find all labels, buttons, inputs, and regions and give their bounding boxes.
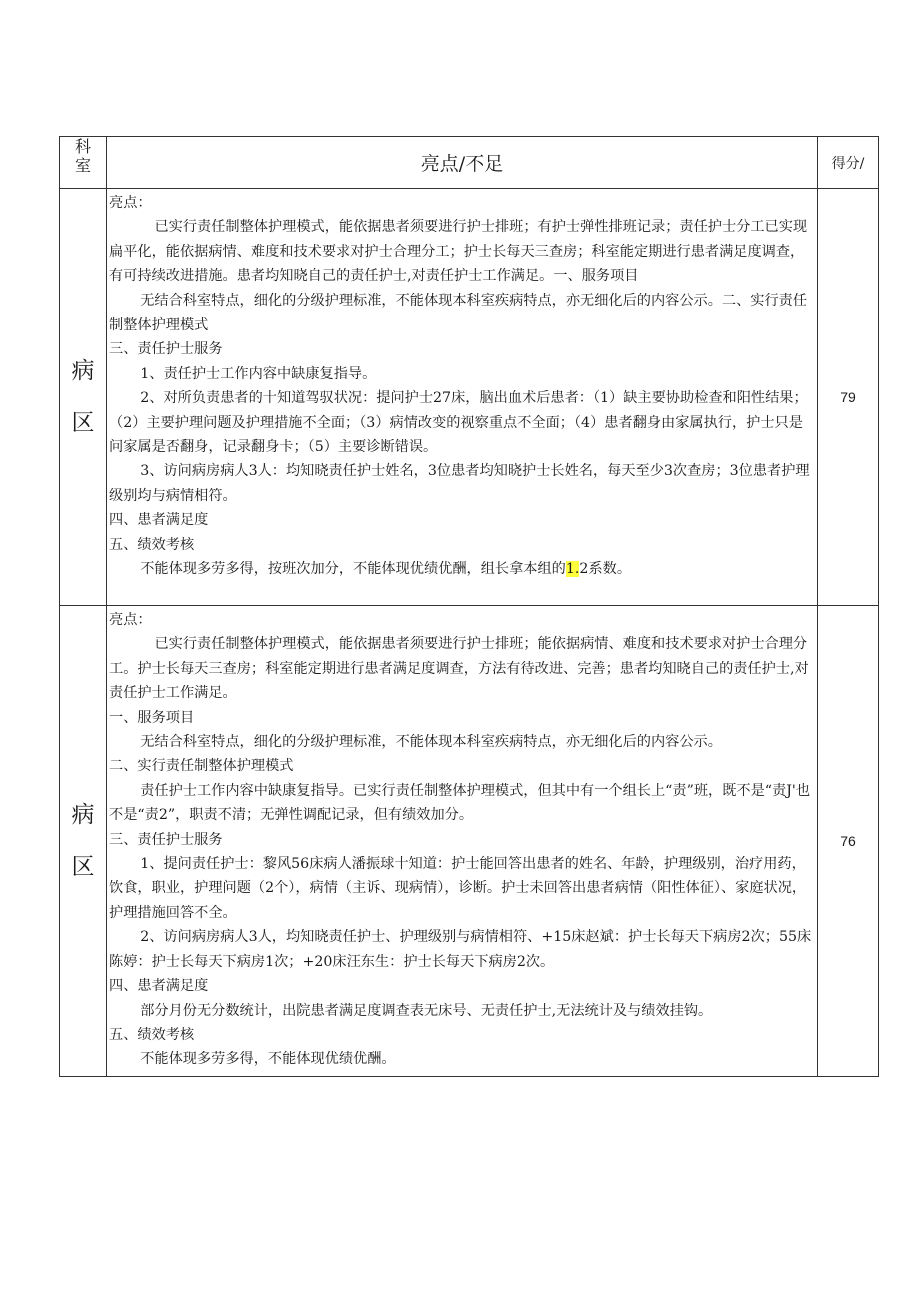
content-line: 二、实行责任制整体护理模式 bbox=[109, 758, 294, 775]
content-line: 已实行责任制整体护理模式，能依据患者须要进行护士排班；能依据病情、难度和技术要求对护士合理分工。护士长每天三查房；科室能定期进行患者满足度调查，方法有待改进、完善；患者均知晓自己的责任护士,对责任护士工作满足。 bbox=[109, 636, 809, 702]
dept-char: 病 bbox=[71, 358, 95, 384]
score-header: 得分/ bbox=[818, 137, 879, 189]
dept-cell bbox=[60, 606, 107, 1077]
table-row bbox=[60, 606, 879, 1077]
review-content bbox=[107, 189, 818, 606]
score-cell: 76 bbox=[818, 606, 879, 1077]
highlighted-text: 1. bbox=[565, 561, 580, 578]
content-line: 三、责任护士服务 bbox=[109, 341, 223, 358]
dept-header bbox=[60, 137, 107, 189]
content-line: 亮点： bbox=[109, 195, 152, 211]
content-line: 无结合科室特点，细化的分级护理标准，不能体现本科室疾病特点，亦无细化后的内容公示。 bbox=[140, 734, 722, 751]
content-line: 1、提问责任护士：黎风56床病人潘振球十知道：护士能回答出患者的姓名、年龄，护理级别，治疗用药，饮食，职业，护理问题（2个），病情（主诉、现病情），诊断。护士未回答出患者病情（阳性体征）、家庭状况，护理措施回答不全。 bbox=[109, 856, 807, 921]
content-text: 不能体现多劳多得，按班次加分，不能体现优绩优酬，组长拿本组的 bbox=[140, 561, 566, 578]
dept-header-char: 室 bbox=[74, 156, 91, 175]
content-line: 部分月份无分数统计，出院患者满足度调查表无床号、无责任护士,无法统计及与绩效挂钩。 bbox=[140, 1002, 713, 1019]
content-line: 责任护士工作内容中缺康复指导。已实行责任制整体护理模式，但其中有一个组长上“责”班，既不是“责J'也不是“责2”，职责不清；无弹性调配记录，但有绩效加分。 bbox=[109, 782, 811, 824]
content-line: 3、访问病房病人3人：均知晓责任护士姓名，3位患者均知晓护士长姓名，每天至少3次查房；3位患者护理级别均与病情相符。 bbox=[109, 463, 810, 504]
content-line: 无结合科室特点，细化的分级护理标准，不能体现本科室疾病特点，亦无细化后的内容公示。二、实行责任制整体护理模式 bbox=[109, 292, 808, 334]
content-line: 三、责任护士服务 bbox=[109, 831, 223, 848]
content-line: 2、对所负责患者的十知道驾驭状况：提问护士27床，脑出血术后患者：（1）缺主要协助检查和阳性结果；（2）主要护理问题及护理措施不全面；（3）病情改变的视察重点不全面；（4）患者翻身由家属执行，护士只是问家属是否翻身，记录翻身卡；（5）主要诊断错误。 bbox=[109, 390, 808, 456]
content-line: 四、患者满足度 bbox=[109, 512, 209, 529]
table-row bbox=[60, 189, 879, 606]
content-text: 2系数。 bbox=[579, 561, 632, 578]
highlights-header: 亮点/不足 bbox=[107, 137, 818, 189]
content-line bbox=[109, 557, 815, 581]
dept-cell bbox=[60, 189, 107, 606]
content-line: 五、绩效考核 bbox=[109, 1026, 195, 1043]
content-line: 不能体现多劳多得，不能体现优绩优酬。 bbox=[140, 1051, 396, 1068]
review-content bbox=[107, 606, 818, 1077]
content-line: 已实行责任制整体护理模式，能依据患者须要进行护士排班；有护士弹性排班记录；责任护士分工已实现扁平化，能依据病情、难度和技术要求对护士合理分工；护士长每天三查房；科室能定期进行患者满足度调查，有可持续改进措施。患者均知晓自己的责任护士,对责任护士工作满足。一、服务项目 bbox=[109, 219, 808, 285]
content-line: 1、责任护士工作内容中缺康复指导。 bbox=[140, 365, 377, 382]
content-line: 2、访问病房病人3人，均知晓责任护士、护理级别与病情相符、+15床赵斌：护士长每天下病房2次；55床陈婷：护士长每天下病房1次；+20床汪东生：护士长每天下病房2次。 bbox=[109, 929, 812, 970]
dept-char: 病 bbox=[71, 801, 95, 828]
content-line: 五、绩效考核 bbox=[109, 536, 195, 553]
content-line: 四、患者满足度 bbox=[109, 978, 209, 995]
content-line: 亮点： bbox=[109, 612, 152, 628]
evaluation-table bbox=[59, 136, 879, 1077]
dept-char: 区 bbox=[71, 410, 95, 436]
dept-header-char: 科 bbox=[74, 137, 91, 156]
header-row bbox=[60, 137, 879, 189]
dept-char: 区 bbox=[71, 853, 95, 880]
score-cell: 79 bbox=[818, 189, 879, 606]
content-line: 一、服务项目 bbox=[109, 709, 195, 726]
